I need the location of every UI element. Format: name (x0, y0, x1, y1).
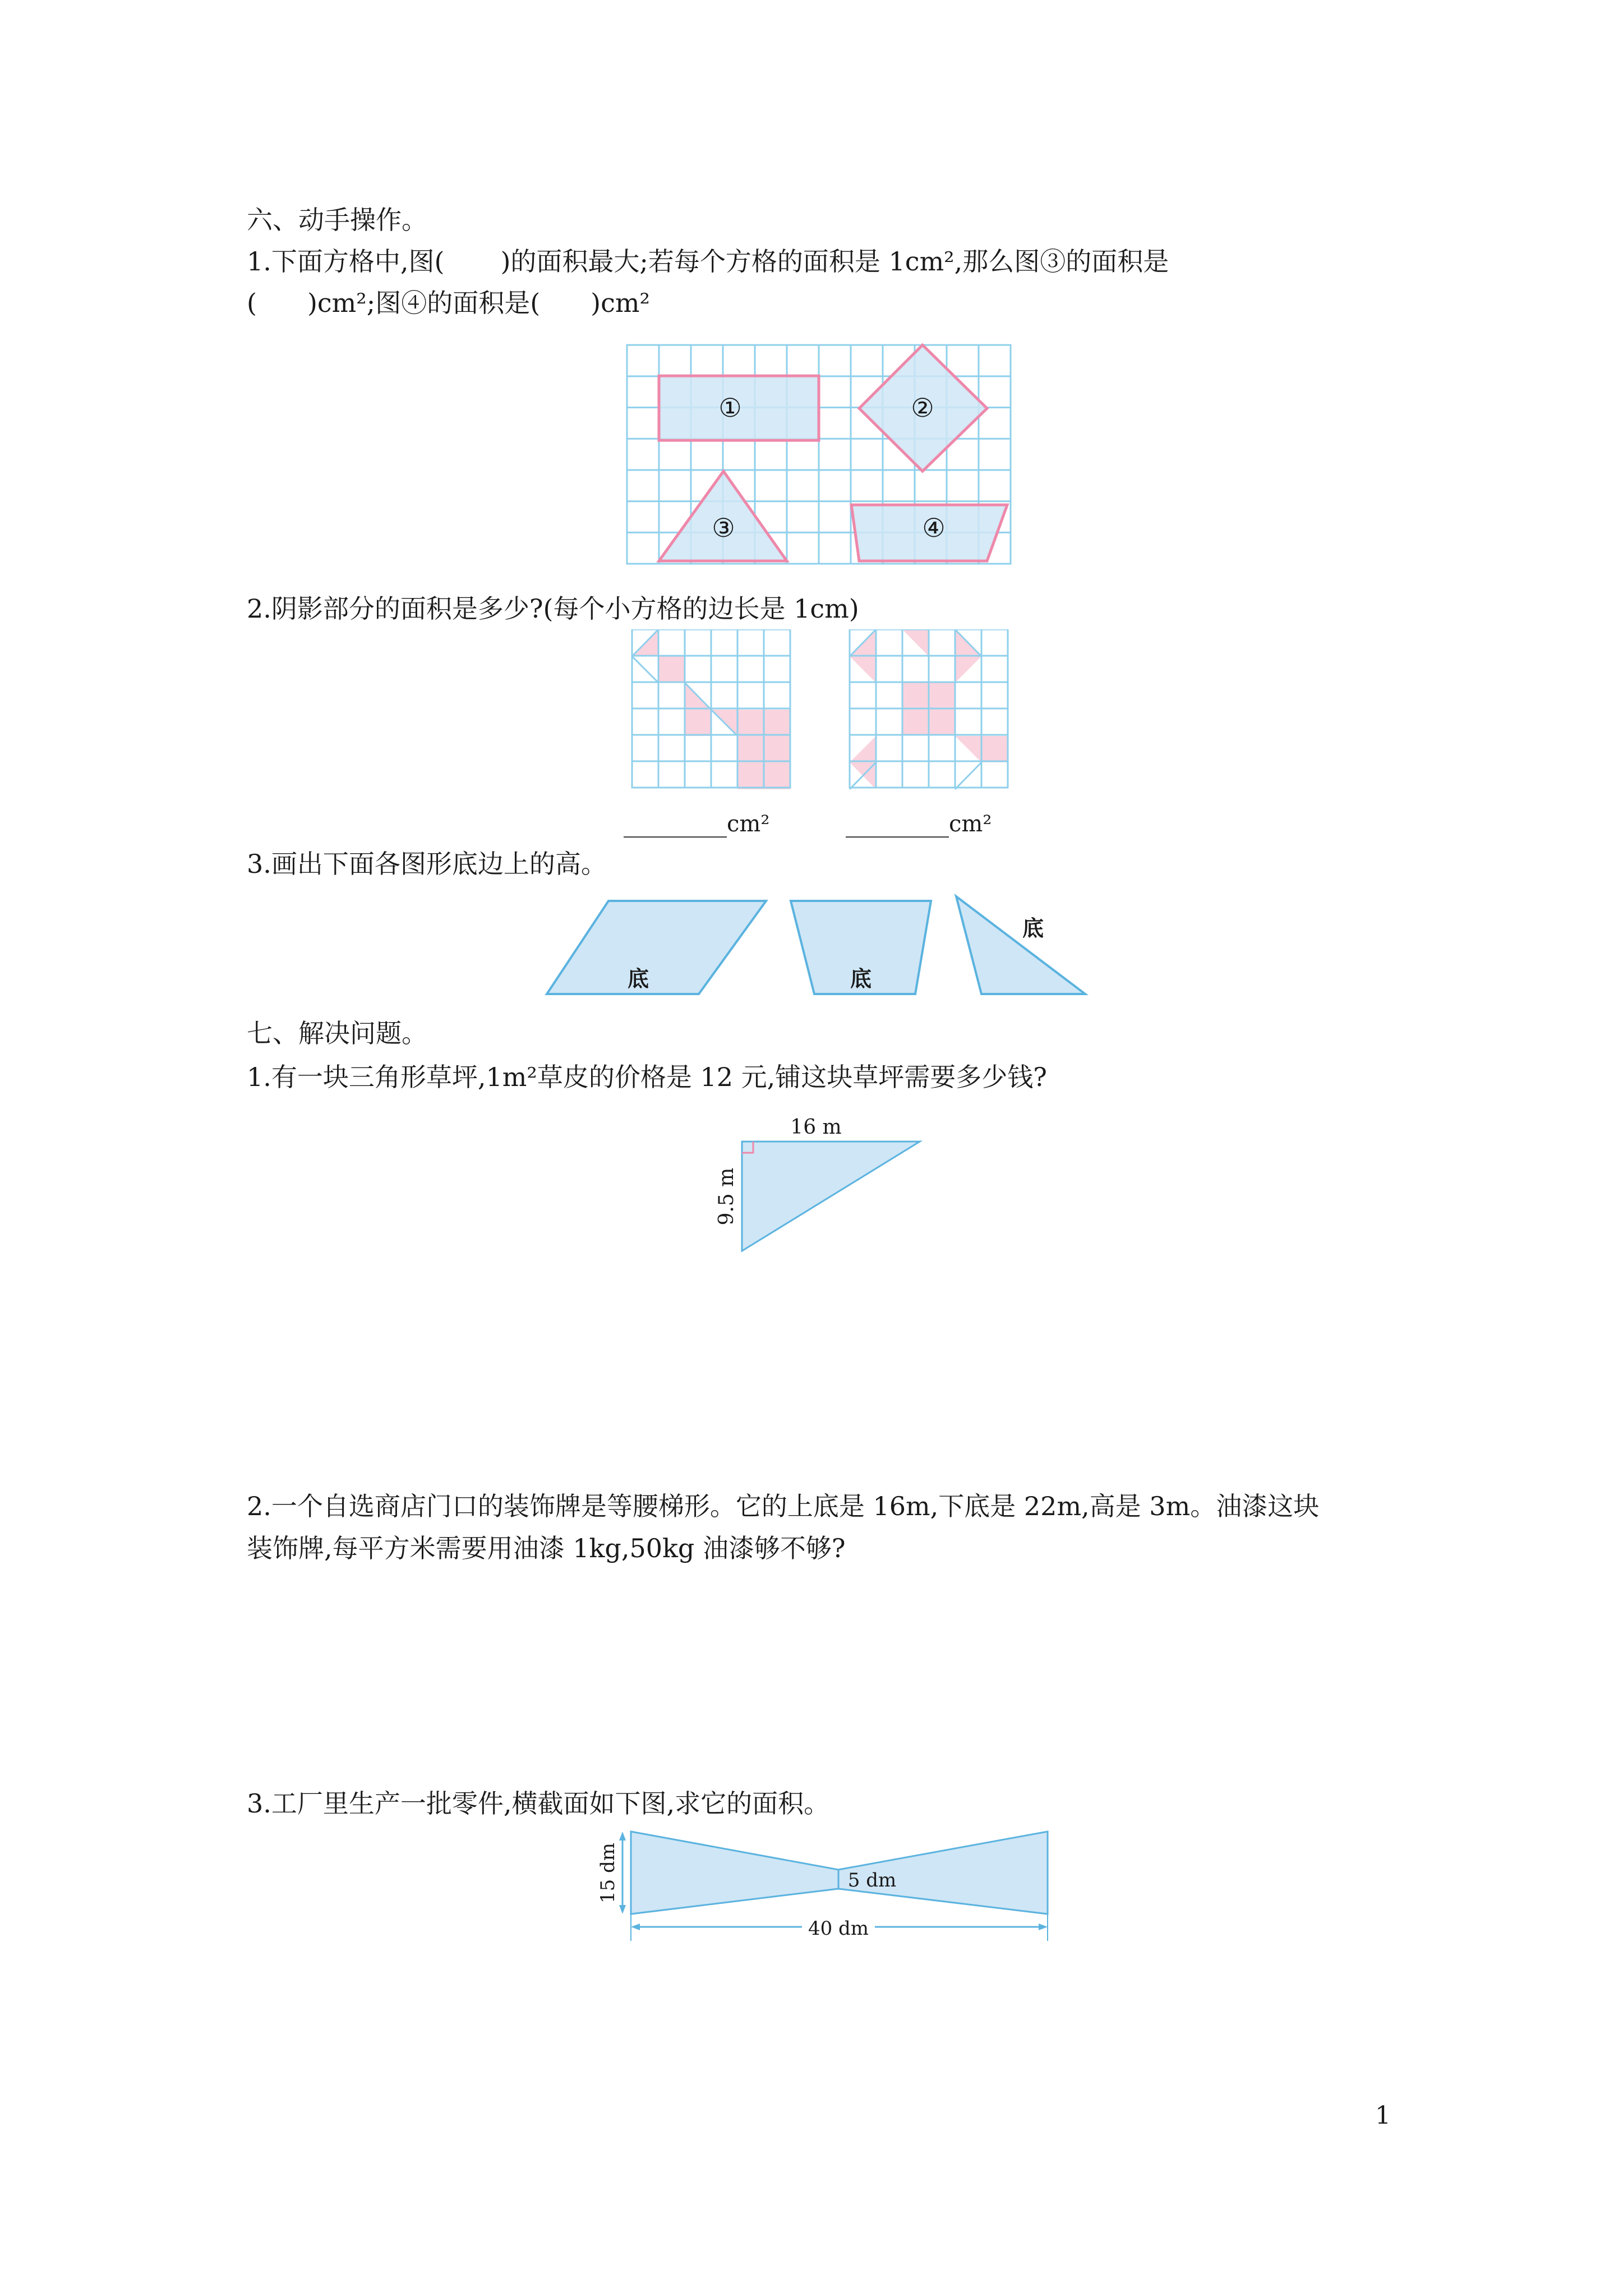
q2-answer-right[interactable] (846, 806, 992, 841)
q1-line2-c: )cm² (591, 288, 650, 318)
p1-side-label: 9.5 m (715, 1167, 738, 1226)
p3-middle-label: 5 dm (847, 1869, 897, 1892)
q2-left-shade-a (658, 656, 685, 683)
q1-line2-b: )cm²;图④的面积是( (307, 288, 541, 318)
q2-left-unit: cm² (727, 811, 770, 837)
q1-grid-figure (623, 342, 1015, 567)
q1-line1-a: 1.下面方格中,图( (247, 246, 445, 277)
q2-right-blank[interactable]: ________ (846, 807, 949, 838)
p1-text: 1.有一块三角形草坪,1m²草皮的价格是 12 元,铺这块草坪需要多少钱? (247, 1062, 1047, 1092)
p3-text: 3.工厂里生产一批零件,横截面如下图,求它的面积。 (247, 1788, 830, 1819)
p3-bowtie-shape (631, 1832, 838, 1914)
q2-left-shade-c (685, 710, 711, 736)
p2-line2: 装饰牌,每平方米需要用油漆 1kg,50kg 油漆够不够? (247, 1533, 846, 1563)
q3-text: 3.画出下面各图形底边上的高。 (247, 849, 607, 879)
q1-line1-b: )的面积最大;若每个方格的面积是 1cm²,那么图③的面积是 (500, 246, 1169, 277)
p1-right-triangle (742, 1142, 920, 1251)
q3-trapezoid-base-label: 底 (850, 966, 872, 991)
section-7-title: 七、解决问题。 (247, 1018, 427, 1048)
p3-height-label: 15 dm (597, 1842, 619, 1904)
q3-figures (544, 892, 1099, 1010)
q2-grid-left (626, 629, 795, 798)
q1-line1 (247, 245, 1169, 278)
q2-right-shade-f (902, 629, 929, 656)
q3-parallelogram (547, 901, 766, 994)
shape-1-label: ① (718, 393, 742, 423)
shape-4-label: ④ (922, 513, 946, 543)
section-6-title: 六、动手操作。 (247, 205, 427, 235)
p3-length-label: 40 dm (808, 1917, 869, 1940)
p1-triangle-figure (704, 1114, 928, 1259)
shape-3-label: ③ (712, 513, 735, 543)
q2-answer-left[interactable] (624, 806, 769, 841)
p2-line1: 2.一个自选商店门口的装饰牌是等腰梯形。它的上底是 16m,下底是 22m,高是 3m。油漆这块 (247, 1491, 1320, 1521)
shape-2-label: ② (911, 393, 934, 423)
q3-parallelogram-base-label: 底 (627, 966, 649, 991)
q2-grid-right (844, 629, 1012, 798)
q2-right-shade-d (850, 736, 876, 789)
q2-left-blank[interactable]: ________ (624, 807, 727, 838)
q3-triangle-base-label: 底 (1022, 915, 1044, 941)
p1-top-label: 16 m (790, 1116, 842, 1139)
p3-bowtie-figure (578, 1826, 1060, 1944)
q2-text: 2.阴影部分的面积是多少?(每个小方格的边长是 1cm) (247, 593, 859, 624)
q2-right-unit: cm² (949, 811, 992, 837)
q1-line2 (247, 286, 650, 320)
page-number: 1 (1375, 2101, 1391, 2130)
q3-triangle (956, 896, 1085, 994)
q1-line2-a: ( (247, 288, 257, 318)
